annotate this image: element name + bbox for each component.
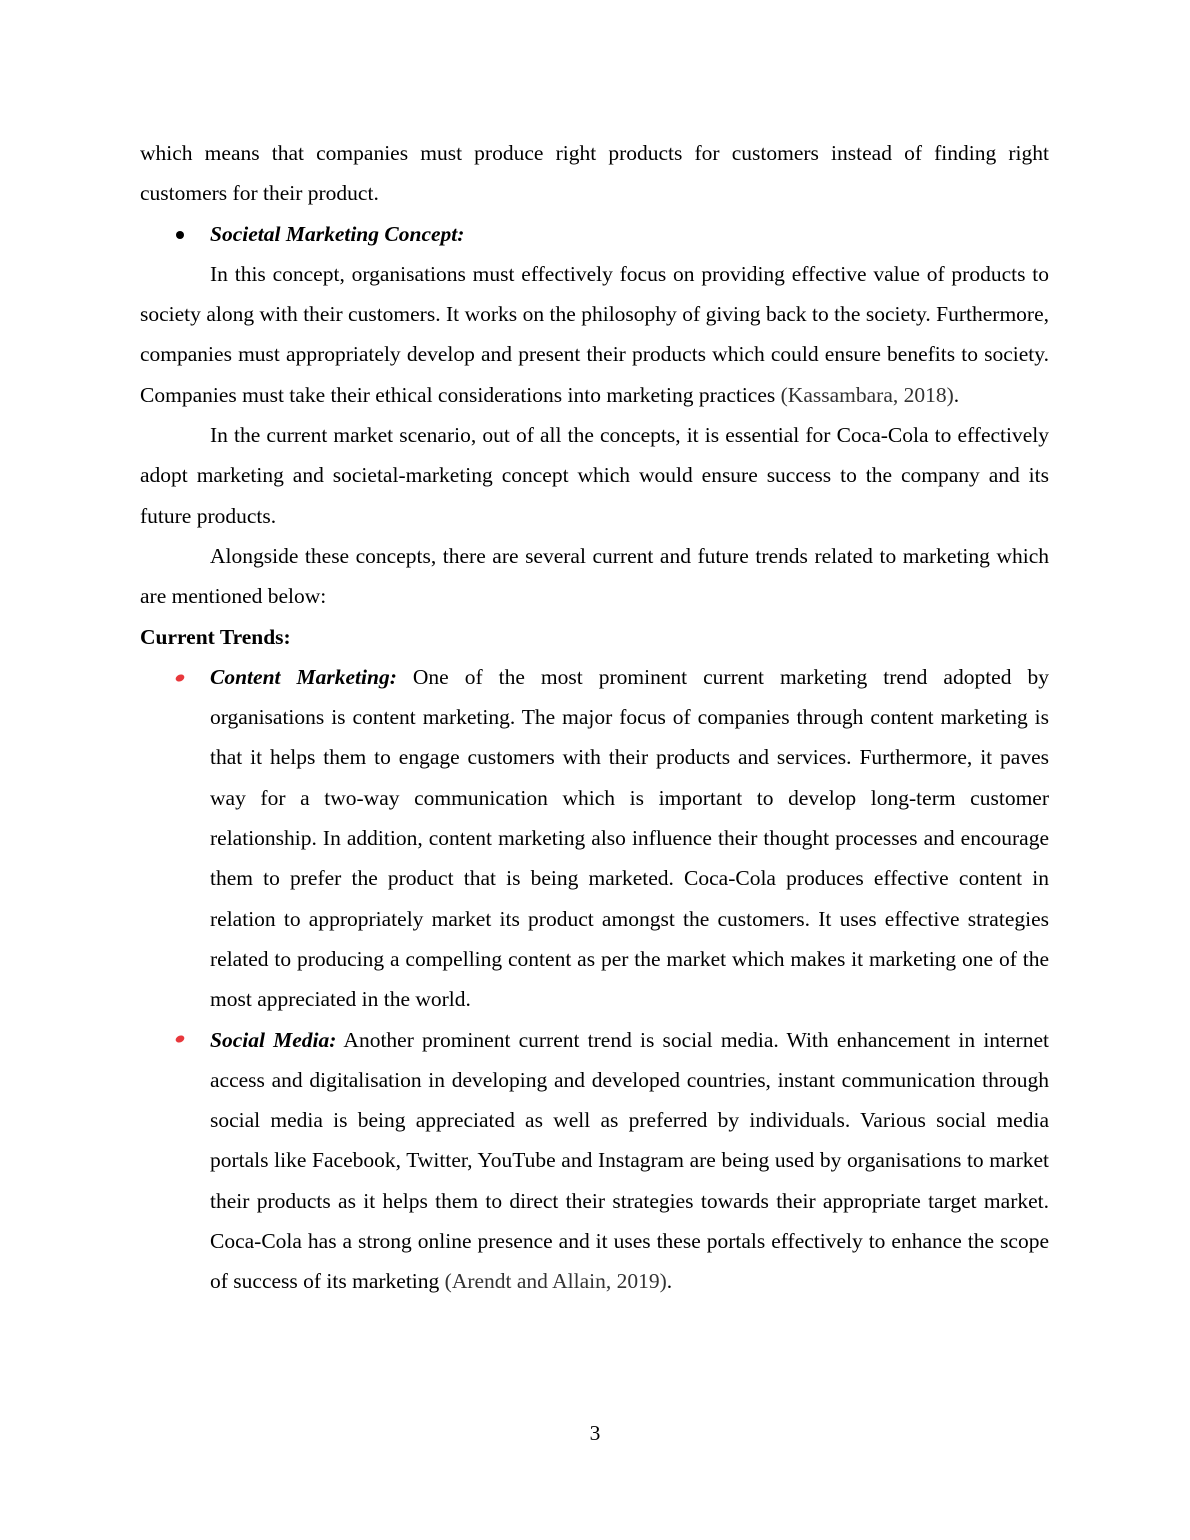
alongside-paragraph: Alongside these concepts, there are several current and future trends related to marketing which are mentioned below: — [140, 543, 1049, 609]
current-market-paragraph: In the current market scenario, out of all the concepts, it is essential for Coca-Cola to effectively adopt marketing and societal-marketing concept which would ensure success to the company and its future products. — [140, 423, 1049, 528]
black-bullet-icon — [175, 214, 195, 254]
trend-body: Another prominent current trend is social media. With enhancement in internet access and digitalisation in developing and developed countries, instant communication through social media is being appreciated as well as preferred by individuals. Various social media portals like Facebook, Twitter, YouTube and Instagram are being used by organisations to market their products as it helps them to direct their strategies towards their appropriate target market. Coca-Cola has a strong online presence and it uses these portals effectively to enhance the scope of success of its marketing — [210, 1027, 1049, 1294]
page-number: 3 — [589, 1421, 601, 1445]
document-page — [140, 133, 1049, 1302]
intro-paragraph: which means that companies must produce right products for customers instead of finding right customers for their product. — [140, 141, 1049, 206]
trend-body: One of the most prominent current marketing trend adopted by organisations is content marketing. The major focus of companies through content marketing is that it helps them to engage customers with their products and services. Furthermore, it paves way for a two-way communication which is important to develop long-term customer relationship. In addition, content marketing also influence their thought processes and encourage them to prefer the product that is being marketed. Coca-Cola produces effective content in relation to appropriately market its product amongst the customers. It uses effective strategies related to producing a compelling content as per the market which makes it marketing one of the most appreciated in the world. — [210, 664, 1049, 1012]
trend-title: Social Media: — [210, 1027, 337, 1052]
red-bullet-icon — [175, 1020, 195, 1060]
societal-concept-item — [140, 214, 1049, 254]
sentence-end: . — [953, 382, 960, 407]
trend-item-content-marketing — [140, 657, 1049, 1020]
citation-arendt-allain: (Arendt and Allain, 2019) — [444, 1269, 667, 1294]
citation-kassambara: (Kassambara, 2018) — [780, 382, 954, 407]
societal-concept-paragraph — [140, 254, 1049, 415]
current-trends-heading: Current Trends: — [140, 624, 291, 649]
societal-concept-title: Societal Marketing Concept: — [210, 221, 465, 246]
red-bullet-icon — [175, 657, 195, 697]
trend-item-social-media — [140, 1020, 1049, 1302]
trend-title: Content Marketing: — [210, 664, 397, 689]
sentence-end: . — [666, 1269, 673, 1294]
societal-concept-body: In this concept, organisations must effectively focus on providing effective value of products to society along with their customers. It works on the philosophy of giving back to the society. Furthermore, companies must appropriately develop and present their products which could ensure benefits to society. Companies must take their ethical considerations into marketing practices — [140, 261, 1049, 407]
